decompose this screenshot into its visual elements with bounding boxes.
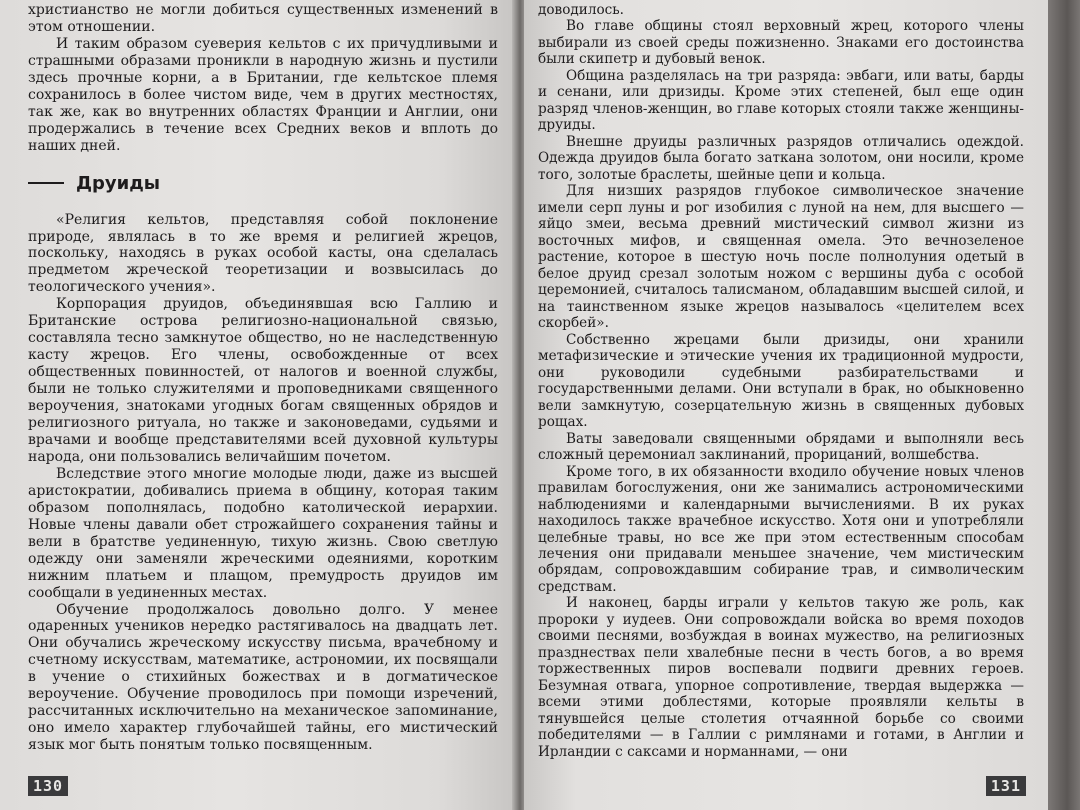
paragraph: Кроме того, в их обязанности входило обучение новых членов правилам богослужения, они же занимались астрономическими наблюдениями и календарными вычислениями. В их руках находилось также врачебное искусство. Хотя они и употребляли целебные травы, но все же при этом естественным способам лечения они придавали меньшее значение, чем мистическим обрядам, сопровождавшим собирание трав, и символическим средствам. [538, 463, 1024, 595]
paragraph: доводилось. [538, 2, 624, 18]
paragraph: Вследствие этого многие молодые люди, даже из высшей аристократии, добивались приема в общину, которая таким образом пополнялась, подобно католической иерархии. Новые члены давали обет строжайшего сохранения тайны и вели в братстве уединенную, тихую жизнь. Свою светлую одежду они заменяли жреческими одеяниями, коротким нижним платьем и плащом, премудрость друидов им сообщали в уединенных местах. [28, 465, 498, 601]
paragraph: Ваты заведовали священными обрядами и выполняли весь сложный церемониал заклинаний, прорицаний, волшебства. [538, 430, 1024, 464]
heading-text: Друиды [76, 172, 161, 194]
page-number: 131 [986, 776, 1026, 796]
paragraph: Внешне друиды различных разрядов отличались одеждой. Одежда друидов была богато заткана золотом, они носили, кроме того, золотые браслеты, шейные цепи и кольца. [538, 133, 1024, 183]
paragraph: христианство не могли добиться существенных изменений в этом отношении. [28, 2, 498, 35]
right-page [524, 0, 1048, 810]
paragraph: Община разделялась на три разряда: эвбаги, или ваты, барды и сенани, или дризиды. Кроме этих степеней, был еще один разряд членов-женщин, во главе которых стояли также женщины-друиды. [538, 67, 1024, 134]
right-text [538, 0, 1024, 760]
paragraph: И наконец, барды играли у кельтов такую же роль, как пророки у иудеев. Они сопровождали войска во время походов своими песнями, возбуждая в воинах мужество, на религиозных празднествах пели хвалебные песни в честь богов, а во время торжественных пиров воспевали подвиги древних героев. Безумная отвага, упорное сопротивление, твердая выдержка — всеми этими доблестями, которые проявляли кельты в тянувшейся целые столетия отчаянной борьбе со своими победителями — в Галлии с римлянами и готами, в Англии и Ирландии с саксами и норманнами, — они [538, 595, 1024, 760]
paragraph: Собственно жрецами были дризиды, они хранили метафизические и этические учения их традиционной мудрости, они руководили судебными разбирательствами и государственными делами. Они вступали в брак, но обыкновенно вели замкнутую, созерцательную жизнь в священных дубовых рощах. [538, 331, 1024, 431]
page-edges [1048, 0, 1080, 810]
left-page [0, 0, 516, 810]
paragraph: Для низших разрядов глубокое символическое значение имели серп луны и рог изобилия с луной на нем, для высшего — яйцо змеи, весьма древний мистический символ жизни из восточных мифов, и священная омела. Это вечнозеленое растение, которое в шестую ночь после полнолуния одетый в белое друид срезал золотым ножом с вершины дуба с особой церемонией, считалось талисманом, обладавшим высшей силой, и на таинственном языке жрецов называлось «целителем всех скорбей». [538, 183, 1024, 332]
paragraph: И таким образом суеверия кельтов с их причудливыми и страшными образами проникли в народную жизнь и пустили здесь прочные корни, а в Британии, где кельтское племя сохранилось в более чистом виде, чем в других местностях, так же, как во внутренних областях Франции и Англии, они продержались в течение всех Средних веков и вплоть до наших дней. [28, 35, 498, 154]
paragraph: Корпорация друидов, объединявшая всю Галлию и Британские острова религиозно-национальной связью, составляла тесно замкнутое общество, но не наследственную касту жрецов. Его члены, освобожденные от всех общественных повинностей, от налогов и военной службы, были не только служителями и проповедниками священного вероучения, знатоками угодных богам священных обрядов и религиозного ритуала, но также и законоведами, судьями и врачами и вообще представителями всей духовной культуры народа, они пользовались величайшим почетом. [28, 296, 498, 465]
page-number: 130 [28, 776, 68, 796]
paragraph: Обучение продолжалось довольно долго. У менее одаренных учеников нередко растягивалось на двадцать лет. Они обучались жреческому искусству письма, врачебному и счетному искусствам, математике, астрономии, их посвящали в учение о стихийных божествах и в догматическое вероучение. Обучение проводилось при помощи изречений, рассчитанных исключительно на механическое запоминание, оно имело характер глубочайшей тайны, его мистический язык мог быть понятым только посвященным. [28, 601, 498, 754]
paragraph: Во главе общины стоял верховный жрец, которого члены выбирали из своей среды пожизненно. Знаками его достоинства были скипетр и дубовый венок. [538, 18, 1024, 68]
heading-dash [28, 182, 64, 184]
section-heading [28, 173, 498, 194]
paragraph: «Религия кельтов, представляя собой поклонение природе, являлась в то же время и религией жрецов, поскольку, находясь в руках особой касты, она сделалась предметом жреческой теоретизации и возвысилась до теологического учения». [28, 211, 498, 296]
